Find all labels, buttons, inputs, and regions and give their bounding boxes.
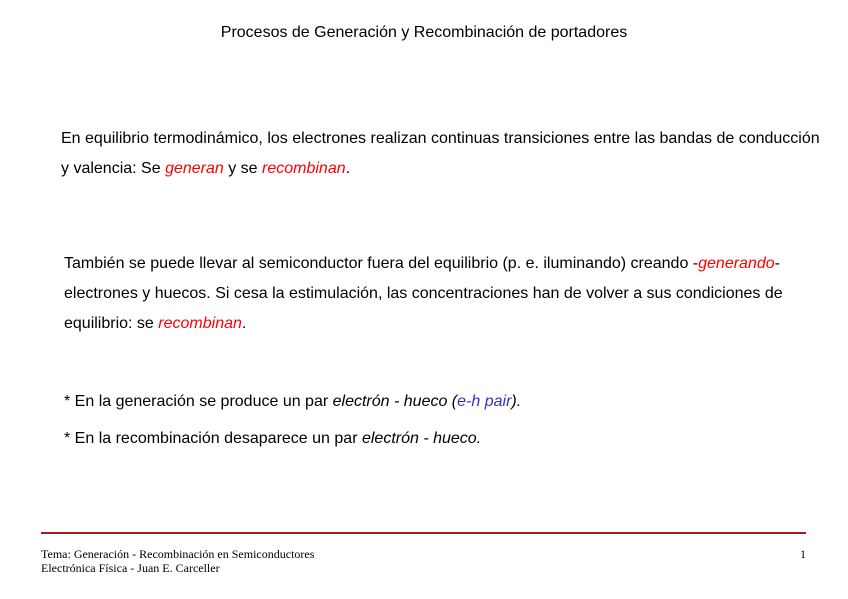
p2-text-1: También se puede llevar al semiconductor fuera del equilibrio (p. e. iluminando) creando - bbox=[64, 255, 699, 272]
b1-open: ( bbox=[447, 393, 458, 410]
p1-recombinan: recombinan bbox=[262, 160, 346, 177]
p1-text-3: . bbox=[345, 160, 351, 177]
b1-eh-pair: e-h pair bbox=[457, 393, 512, 410]
p1-text-2: y se bbox=[223, 160, 263, 177]
page-number: 1 bbox=[800, 547, 806, 561]
bullet-generation bbox=[64, 393, 521, 411]
paragraph-equilibrium bbox=[61, 124, 821, 184]
p2-text-2: - electrones y huecos. Si cesa la estimulación, las concentraciones han de volver a sus condiciones de equilibrio: se bbox=[64, 255, 783, 332]
bullet-recombination bbox=[64, 430, 481, 448]
b2-text: * En la recombinación desaparece un par bbox=[64, 430, 362, 447]
footer bbox=[41, 547, 314, 575]
b1-close: ). bbox=[511, 393, 522, 410]
slide-title: Procesos de Generación y Recombinación de portadores bbox=[220, 24, 628, 41]
paragraph-non-equilibrium bbox=[64, 249, 834, 339]
p1-generan: generan bbox=[165, 160, 224, 177]
footer-topic: Tema: Generación - Recombinación en Semiconductores bbox=[41, 547, 315, 561]
b1-pair: electrón - hueco bbox=[332, 393, 448, 410]
p2-text-3: . bbox=[241, 315, 247, 332]
b1-text: * En la generación se produce un par bbox=[64, 393, 333, 410]
b2-pair: electrón - hueco. bbox=[361, 430, 482, 447]
p2-generando: generando bbox=[698, 255, 775, 272]
footer-course: Electrónica Física - Juan E. Carceller bbox=[41, 561, 220, 575]
p1-text-1: En equilibrio termodinámico, los electrones realizan continuas transiciones entre las bandas de conducción y valencia: Se bbox=[61, 130, 820, 177]
p2-recombinan: recombinan bbox=[158, 315, 242, 332]
footer-divider bbox=[41, 532, 806, 534]
